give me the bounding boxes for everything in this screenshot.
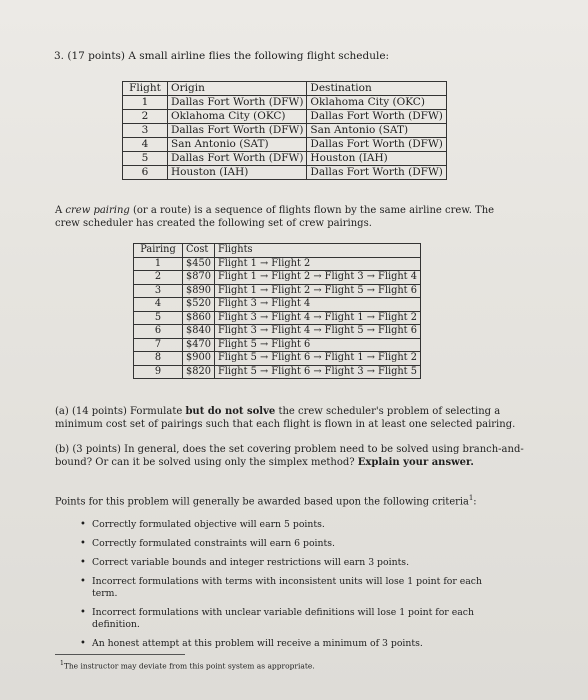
pairing-number-cell: 5 xyxy=(134,311,183,325)
destination-cell: Dallas Fort Worth (DFW) xyxy=(307,110,446,124)
pairing-number-cell: 8 xyxy=(134,352,183,366)
pairing-number-cell: 1 xyxy=(134,257,183,271)
bullet-icon: • xyxy=(80,576,86,587)
bullet-icon: • xyxy=(80,538,86,549)
flights-cell: Flight 5 → Flight 6 xyxy=(214,338,420,352)
destination-cell: Houston (IAH) xyxy=(307,152,446,166)
table-row xyxy=(123,110,447,124)
table-row xyxy=(134,325,421,339)
flight-number-cell: 2 xyxy=(123,110,168,124)
pairing-rows xyxy=(134,257,421,379)
table-row xyxy=(134,298,421,312)
part-a xyxy=(55,405,525,431)
pairing-number-cell: 3 xyxy=(134,284,183,298)
pairing-number-cell: 9 xyxy=(134,365,183,379)
flights-cell: Flight 1 → Flight 2 xyxy=(214,257,420,271)
footnote xyxy=(60,660,315,671)
cost-cell: $450 xyxy=(183,257,215,271)
list-item xyxy=(80,576,500,600)
question-title: 3. (17 points) A small airline flies the following flight schedule: xyxy=(54,50,390,62)
list-item xyxy=(80,638,500,650)
bullet-icon: • xyxy=(80,607,86,618)
flights-cell: Flight 1 → Flight 2 → Flight 3 → Flight 4 xyxy=(214,271,420,285)
bullet-icon: • xyxy=(80,519,86,530)
flight-number-cell: 3 xyxy=(123,124,168,138)
list-item xyxy=(80,607,500,631)
footnote-number: 1 xyxy=(60,660,64,667)
table-row xyxy=(134,365,421,379)
criteria-intro-text: Points for this problem will generally be awarded based upon the following criteria xyxy=(55,496,469,508)
flight-number-cell: 6 xyxy=(123,166,168,180)
table-row xyxy=(123,96,447,110)
destination-cell: Dallas Fort Worth (DFW) xyxy=(307,166,446,180)
cost-cell: $840 xyxy=(183,325,215,339)
table-row xyxy=(134,338,421,352)
table-header-row xyxy=(123,82,447,96)
table-row xyxy=(134,271,421,285)
column-header-destination: Destination xyxy=(307,82,446,96)
table-row xyxy=(123,138,447,152)
pairing-number-cell: 7 xyxy=(134,338,183,352)
destination-cell: Dallas Fort Worth (DFW) xyxy=(307,138,446,152)
origin-cell: Dallas Fort Worth (DFW) xyxy=(168,124,307,138)
flights-cell: Flight 3 → Flight 4 xyxy=(214,298,420,312)
footnote-marker: 1 xyxy=(468,494,474,502)
criterion-text: An honest attempt at this problem will receive a minimum of 3 points. xyxy=(92,638,423,649)
flights-cell: Flight 1 → Flight 2 → Flight 5 → Flight 6 xyxy=(214,284,420,298)
list-item xyxy=(80,557,500,569)
table-row xyxy=(134,257,421,271)
column-header-flights: Flights xyxy=(214,244,420,258)
criteria-list xyxy=(80,519,500,657)
origin-cell: Dallas Fort Worth (DFW) xyxy=(168,96,307,110)
cost-cell: $470 xyxy=(183,338,215,352)
cost-cell: $520 xyxy=(183,298,215,312)
cost-cell: $890 xyxy=(183,284,215,298)
column-header-pairing: Pairing xyxy=(134,244,183,258)
criterion-text: Correct variable bounds and integer restrictions will earn 3 points. xyxy=(92,557,410,568)
flights-cell: Flight 5 → Flight 6 → Flight 3 → Flight 5 xyxy=(214,365,420,379)
part-b-text: (b) (3 points) In general, does the set covering problem need to be solved using branch-and-bound? Or can it be solved using only the simplex method? xyxy=(55,444,524,468)
criterion-text: Correctly formulated objective will earn 5 points. xyxy=(92,519,325,530)
table-row xyxy=(123,152,447,166)
column-header-flight: Flight xyxy=(123,82,168,96)
table-row xyxy=(134,311,421,325)
column-header-cost: Cost xyxy=(183,244,215,258)
flights-cell: Flight 3 → Flight 4 → Flight 5 → Flight 6 xyxy=(214,325,420,339)
table-row xyxy=(134,284,421,298)
definition-text: A xyxy=(55,205,66,216)
pairing-number-cell: 6 xyxy=(134,325,183,339)
cost-cell: $860 xyxy=(183,311,215,325)
flights-cell: Flight 5 → Flight 6 → Flight 1 → Flight 2 xyxy=(214,352,420,366)
definition-text: (or a route) is a sequence of flights flown by the same airline crew. The xyxy=(129,205,495,216)
list-item xyxy=(80,519,500,531)
criteria-intro-colon: : xyxy=(473,496,477,508)
cost-cell: $870 xyxy=(183,271,215,285)
bullet-icon: • xyxy=(80,638,86,649)
flight-rows xyxy=(123,96,447,180)
table-header-row xyxy=(134,244,421,258)
bullet-icon: • xyxy=(80,557,86,568)
column-header-origin: Origin xyxy=(168,82,307,96)
flight-number-cell: 4 xyxy=(123,138,168,152)
origin-cell: Houston (IAH) xyxy=(168,166,307,180)
flight-schedule-table xyxy=(122,81,447,180)
flight-number-cell: 5 xyxy=(123,152,168,166)
pairing-number-cell: 2 xyxy=(134,271,183,285)
crew-pairing-definition xyxy=(55,204,525,230)
pairing-number-cell: 4 xyxy=(134,298,183,312)
part-b-emphasis: Explain your answer. xyxy=(357,457,474,468)
part-b xyxy=(55,443,525,469)
origin-cell: San Antonio (SAT) xyxy=(168,138,307,152)
flight-number-cell: 1 xyxy=(123,96,168,110)
definition-term: crew pairing xyxy=(65,205,130,216)
origin-cell: Dallas Fort Worth (DFW) xyxy=(168,152,307,166)
part-a-text: the crew scheduler's problem of selecting a minimum cost set of pairings such that each flight is flown in at least one selected pairing. xyxy=(55,406,516,430)
destination-cell: San Antonio (SAT) xyxy=(307,124,446,138)
footnote-divider xyxy=(55,654,185,655)
crew-pairings-table xyxy=(133,243,421,379)
flights-cell: Flight 3 → Flight 4 → Flight 1 → Flight 2 xyxy=(214,311,420,325)
table-row xyxy=(134,352,421,366)
list-item xyxy=(80,538,500,550)
criterion-text: Incorrect formulations with terms with inconsistent units will lose 1 point for each term. xyxy=(92,576,482,599)
table-row xyxy=(123,124,447,138)
definition-text: crew scheduler has created the following set of crew pairings. xyxy=(55,218,372,229)
footnote-text: The instructor may deviate from this point system as appropriate. xyxy=(63,661,315,671)
origin-cell: Oklahoma City (OKC) xyxy=(168,110,307,124)
destination-cell: Oklahoma City (OKC) xyxy=(307,96,446,110)
criterion-text: Correctly formulated constraints will earn 6 points. xyxy=(92,538,335,549)
criterion-text: Incorrect formulations with unclear variable definitions will lose 1 point for each definition. xyxy=(92,607,474,630)
cost-cell: $900 xyxy=(183,352,215,366)
table-row xyxy=(123,166,447,180)
part-a-emphasis: but do not solve xyxy=(185,406,276,417)
criteria-intro xyxy=(55,492,525,508)
cost-cell: $820 xyxy=(183,365,215,379)
part-a-text: (a) (14 points) Formulate xyxy=(55,406,186,417)
